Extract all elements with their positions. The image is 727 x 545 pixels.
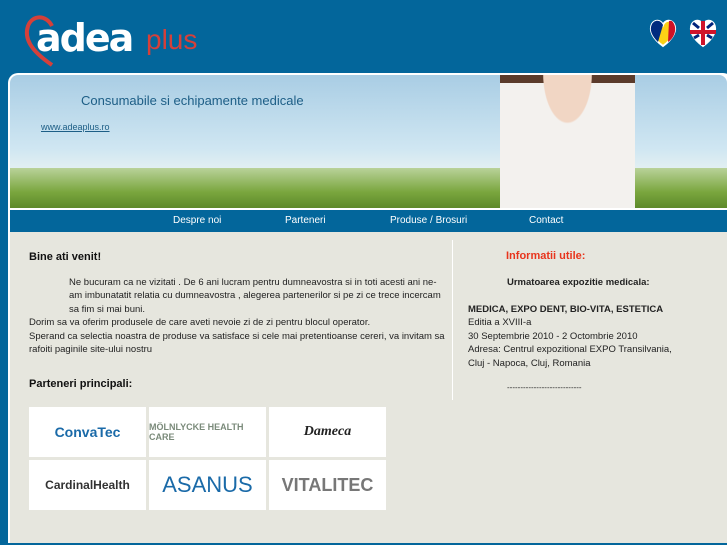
welcome-paragraph: Sperand ca selectia noastra de produse va satisface si cele mai pretentioanse cereri, va invitam sa rafoiti paginile site-ului nostru — [29, 330, 445, 356]
header-banner — [10, 75, 727, 208]
info-title: Informatii utile: — [506, 250, 586, 262]
cardinal-health-logo[interactable]: CardinalHealth — [29, 460, 146, 510]
logo-text: adea — [36, 16, 133, 60]
separator: ---------------------------- — [507, 383, 582, 392]
column-divider — [452, 240, 453, 400]
event-city: Cluj - Napoca, Cluj, Romania — [468, 357, 591, 369]
molnlycke-logo[interactable]: MÖLNLYCKE HEALTH CARE — [149, 407, 266, 457]
partner-logos — [29, 407, 386, 510]
event-dates: 30 Septembrie 2010 - 2 Octombrie 2010 — [468, 330, 638, 342]
nav-despre-noi[interactable]: Despre noi — [173, 215, 222, 226]
main-nav — [10, 209, 727, 232]
convatec-logo[interactable]: ConvaTec — [29, 407, 146, 457]
logo-suffix: plus — [146, 24, 198, 55]
asanus-logo[interactable]: ASANUS — [149, 460, 266, 510]
event-address: Adresa: Centrul expozitional EXPO Transilvania, — [468, 344, 672, 356]
content-area — [10, 232, 727, 543]
event-name: MEDICA, EXPO DENT, BIO-VITA, ESTETICA — [468, 304, 664, 315]
info-subtitle: Urmatoarea expozitie medicala: — [507, 277, 650, 288]
welcome-paragraph: Ne bucuram ca ne vizitati . De 6 ani lucram pentru dumneavostra si in toti acesti ani ne-am imbunatatit relatia cu dumneavostra , alegerea partenerilor si pe zi ce trece incercam sa fim si mai buni. — [69, 277, 441, 315]
partners-title: Parteneri principali: — [29, 378, 133, 390]
romanian-flag-icon[interactable] — [648, 18, 678, 48]
welcome-text — [29, 276, 449, 356]
site-url-link[interactable]: www.adeaplus.ro — [41, 122, 110, 132]
welcome-paragraph: Dorim sa va oferim produsele de care aveti nevoie zi de zi pentru blocul operator. — [29, 317, 371, 329]
english-flag-icon[interactable] — [688, 18, 718, 48]
event-edition: Editia a XVIII-a — [468, 317, 532, 329]
girl-image — [500, 75, 635, 208]
dameca-logo[interactable]: Dameca — [269, 407, 386, 457]
main-panel — [8, 73, 727, 543]
tagline: Consumabile si echipamente medicale — [81, 93, 304, 108]
welcome-title: Bine ati venit! — [29, 251, 102, 263]
adeaplus-logo[interactable] — [22, 10, 202, 70]
nav-produse-brosuri[interactable]: Produse / Brosuri — [390, 215, 468, 226]
nav-parteneri[interactable]: Parteneri — [285, 215, 326, 226]
vitalitec-logo[interactable]: VITALITEC — [269, 460, 386, 510]
event-details — [468, 303, 723, 370]
nav-contact[interactable]: Contact — [529, 215, 564, 226]
